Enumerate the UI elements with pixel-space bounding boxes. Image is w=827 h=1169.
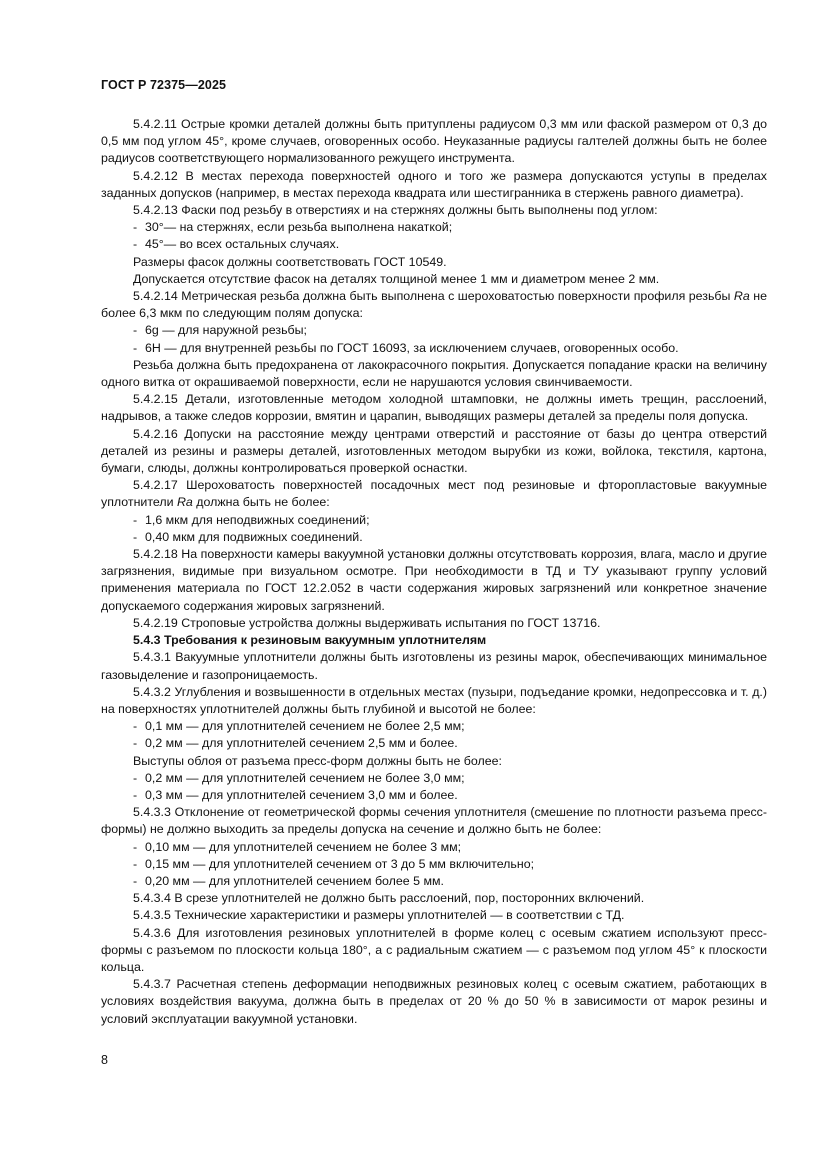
list-item-text: 0,2 мм — для уплотнителей сечением 2,5 мм и более.: [145, 736, 458, 751]
list-item: [101, 236, 767, 253]
dash-marker: -: [133, 856, 138, 871]
list-item: [101, 873, 767, 890]
list-item: [101, 735, 767, 752]
list-item: [101, 322, 767, 339]
page-number: 8: [101, 1053, 108, 1067]
clause-5-4-2-16: 5.4.2.16 Допуски на расстояние между центрами отверстий и расстояние от базы до центра отверстий деталей из резины и размеры деталей, изготовленных методом вырубки из кожи, войлока, текстиля, картона, бумаги, слюды, должны контролироваться проверкой оснастки.: [101, 426, 767, 476]
clause-5-4-3-7: 5.4.3.7 Расчетная степень деформации неподвижных резиновых колец с осевым сжатием, работающих в условиях воздействия вакуума, должна быть в пределах от 20 % до 50 % в зависимости от марок резины и условий эксплуатации вакуумной установки.: [101, 977, 767, 1026]
list-item: [101, 839, 767, 856]
ra-symbol: Ra: [733, 289, 750, 304]
list-item: [101, 529, 767, 546]
dash-marker: -: [133, 873, 138, 888]
clause-5-4-2-14: [101, 288, 767, 322]
list-item-text: 0,40 мкм для подвижных соединений.: [145, 529, 363, 544]
clause-5-4-3-2: 5.4.3.2 Углубления и возвышенности в отдельных местах (пузыри, подъедание кромки, недопрессовка и т. д.) на поверхностях уплотнителей должны быть глубиной и высотой не более:: [101, 684, 767, 716]
list-item-text: 0,15 мм — для уплотнителей сечением от 3 до 5 мм включительно;: [145, 856, 535, 871]
ra-symbol: Ra: [176, 495, 193, 510]
clause-5-4-3-5: 5.4.3.5 Технические характеристики и размеры уплотнителей — в соответствии с ТД.: [133, 908, 625, 923]
section-heading-5-4-3: 5.4.3 Требования к резиновым вакуумным уплотнителям: [133, 633, 487, 648]
clause-5-4-2-18: 5.4.2.18 На поверхности камеры вакуумной установки должны отсутствовать коррозия, влага, масло и другие загрязнения, видимые при визуальном осмотре. При необходимости в ТД и ТУ указывают группу условий применения материала по ГОСТ 12.2.052 в части содержания жировых загрязнений или конкретное значение допускаемого содержания жировых загрязнений.: [101, 547, 767, 613]
clause-text: не более 6,3 мкм по следующим полям допуска:: [101, 289, 767, 321]
list-item: [101, 718, 767, 735]
dash-marker: -: [133, 323, 138, 338]
dash-marker: -: [133, 839, 138, 854]
list-item: [101, 219, 767, 236]
list-item: [101, 787, 767, 804]
list-item-text: 0,2 мм — для уплотнителей сечением не более 3,0 мм;: [145, 770, 465, 785]
dash-marker: -: [133, 787, 138, 802]
clause-5-4-2-12: 5.4.2.12 В местах перехода поверхностей одного и того же размера допускаются уступы в пределах заданных допусков (например, в местах перехода квадрата или шестигранника в стержень равного диаметра).: [101, 168, 767, 200]
dash-marker: -: [133, 512, 138, 527]
clause-5-4-2-11: 5.4.2.11 Острые кромки деталей должны быть притуплены радиусом 0,3 мм или фаской размером от 0,3 до 0,5 мм под углом 45°, кроме случаев, оговоренных особо. Неуказанные радиусы галтелей должны быть не более радиусов соответствующего нормализованного режущего инструмента.: [101, 117, 767, 166]
clause-5-4-3-3: 5.4.3.3 Отклонение от геометрической формы сечения уплотнителя (смешение по плотности разъема пресс-формы) не должно выходить за пределы допуска на сечение и должно быть не более:: [101, 805, 767, 837]
list-item-text: 30°— на стержнях, если резьба выполнена накаткой;: [145, 220, 453, 235]
list-item: [101, 340, 767, 357]
list-item-text: 0,20 мм — для уплотнителей сечением более 5 мм.: [145, 873, 444, 888]
flash-projection-note: Выступы облоя от разъема пресс-форм должны быть не более:: [133, 753, 502, 768]
clause-text: должна быть не более:: [192, 495, 330, 510]
dash-marker: -: [133, 736, 138, 751]
dash-marker: -: [133, 220, 138, 235]
clause-5-4-3-1: 5.4.3.1 Вакуумные уплотнители должны быть изготовлены из резины марок, обеспечивающих минимальное газовыделение и газопроницаемость.: [101, 650, 767, 682]
clause-5-4-3-4: 5.4.3.4 В срезе уплотнителей не должно быть расслоений, пор, посторонних включений.: [133, 891, 645, 906]
list-item: [101, 856, 767, 873]
list-item-text: 0,1 мм — для уплотнителей сечением не более 2,5 мм;: [145, 719, 465, 734]
list-item-text: 0,3 мм — для уплотнителей сечением 3,0 мм и более.: [145, 787, 458, 802]
clause-5-4-2-13: 5.4.2.13 Фаски под резьбу в отверстиях и на стержнях должны быть выполнены под углом:: [133, 203, 658, 218]
dash-marker: -: [133, 529, 138, 544]
list-item-text: 45°— во всех остальных случаях.: [145, 237, 340, 252]
list-item: [101, 512, 767, 529]
clause-5-4-2-19: 5.4.2.19 Строповые устройства должны выдерживать испытания по ГОСТ 13716.: [133, 615, 601, 630]
clause-5-4-2-17: [101, 477, 767, 511]
chamfer-size-note: Размеры фасок должны соответствовать ГОСТ 10549.: [133, 254, 447, 269]
dash-marker: -: [133, 719, 138, 734]
list-item-text: 0,10 мм — для уплотнителей сечением не более 3 мм;: [145, 839, 462, 854]
clause-5-4-2-15: 5.4.2.15 Детали, изготовленные методом холодной штамповки, не должны иметь трещин, расслоений, надрывов, а также следов коррозии, вмятин и царапин, выводящих размеры деталей за пределы поля допуска.: [101, 392, 767, 424]
list-item-text: 6H — для внутренней резьбы по ГОСТ 16093, за исключением случаев, оговоренных особо.: [145, 340, 679, 355]
document-body: [101, 116, 767, 1028]
clause-text: 5.4.2.17 Шероховатость поверхностей посадочных мест под резиновые и фторопластовые вакуумные уплотнители: [101, 478, 767, 510]
chamfer-absence-note: Допускается отсутствие фасок на деталях толщиной менее 1 мм и диаметром менее 2 мм.: [133, 271, 660, 286]
dash-marker: -: [133, 340, 138, 355]
dash-marker: -: [133, 237, 138, 252]
dash-marker: -: [133, 770, 138, 785]
list-item-text: 1,6 мкм для неподвижных соединений;: [145, 512, 370, 527]
thread-coating-note: Резьба должна быть предохранена от лакокрасочного покрытия. Допускается попадание краски на величину одного витка от окрашиваемой поверхности, если не нарушаются условия свинчиваемости.: [101, 357, 767, 390]
clause-text: 5.4.2.14 Метрическая резьба должна быть выполнена с шероховатостью поверхности профиля резьбы: [133, 289, 734, 304]
clause-5-4-3-6: 5.4.3.6 Для изготовления резиновых уплотнителей в форме колец с осевым сжатием используют пресс-формы с разъемом по плоскости кольца 180°, а с радиальным сжатием — с разъемом под углом 45° к плоскости кольца.: [101, 925, 767, 974]
list-item-text: 6g — для наружной резьбы;: [145, 323, 307, 338]
list-item: [101, 770, 767, 787]
document-header: ГОСТ Р 72375—2025: [101, 78, 227, 92]
